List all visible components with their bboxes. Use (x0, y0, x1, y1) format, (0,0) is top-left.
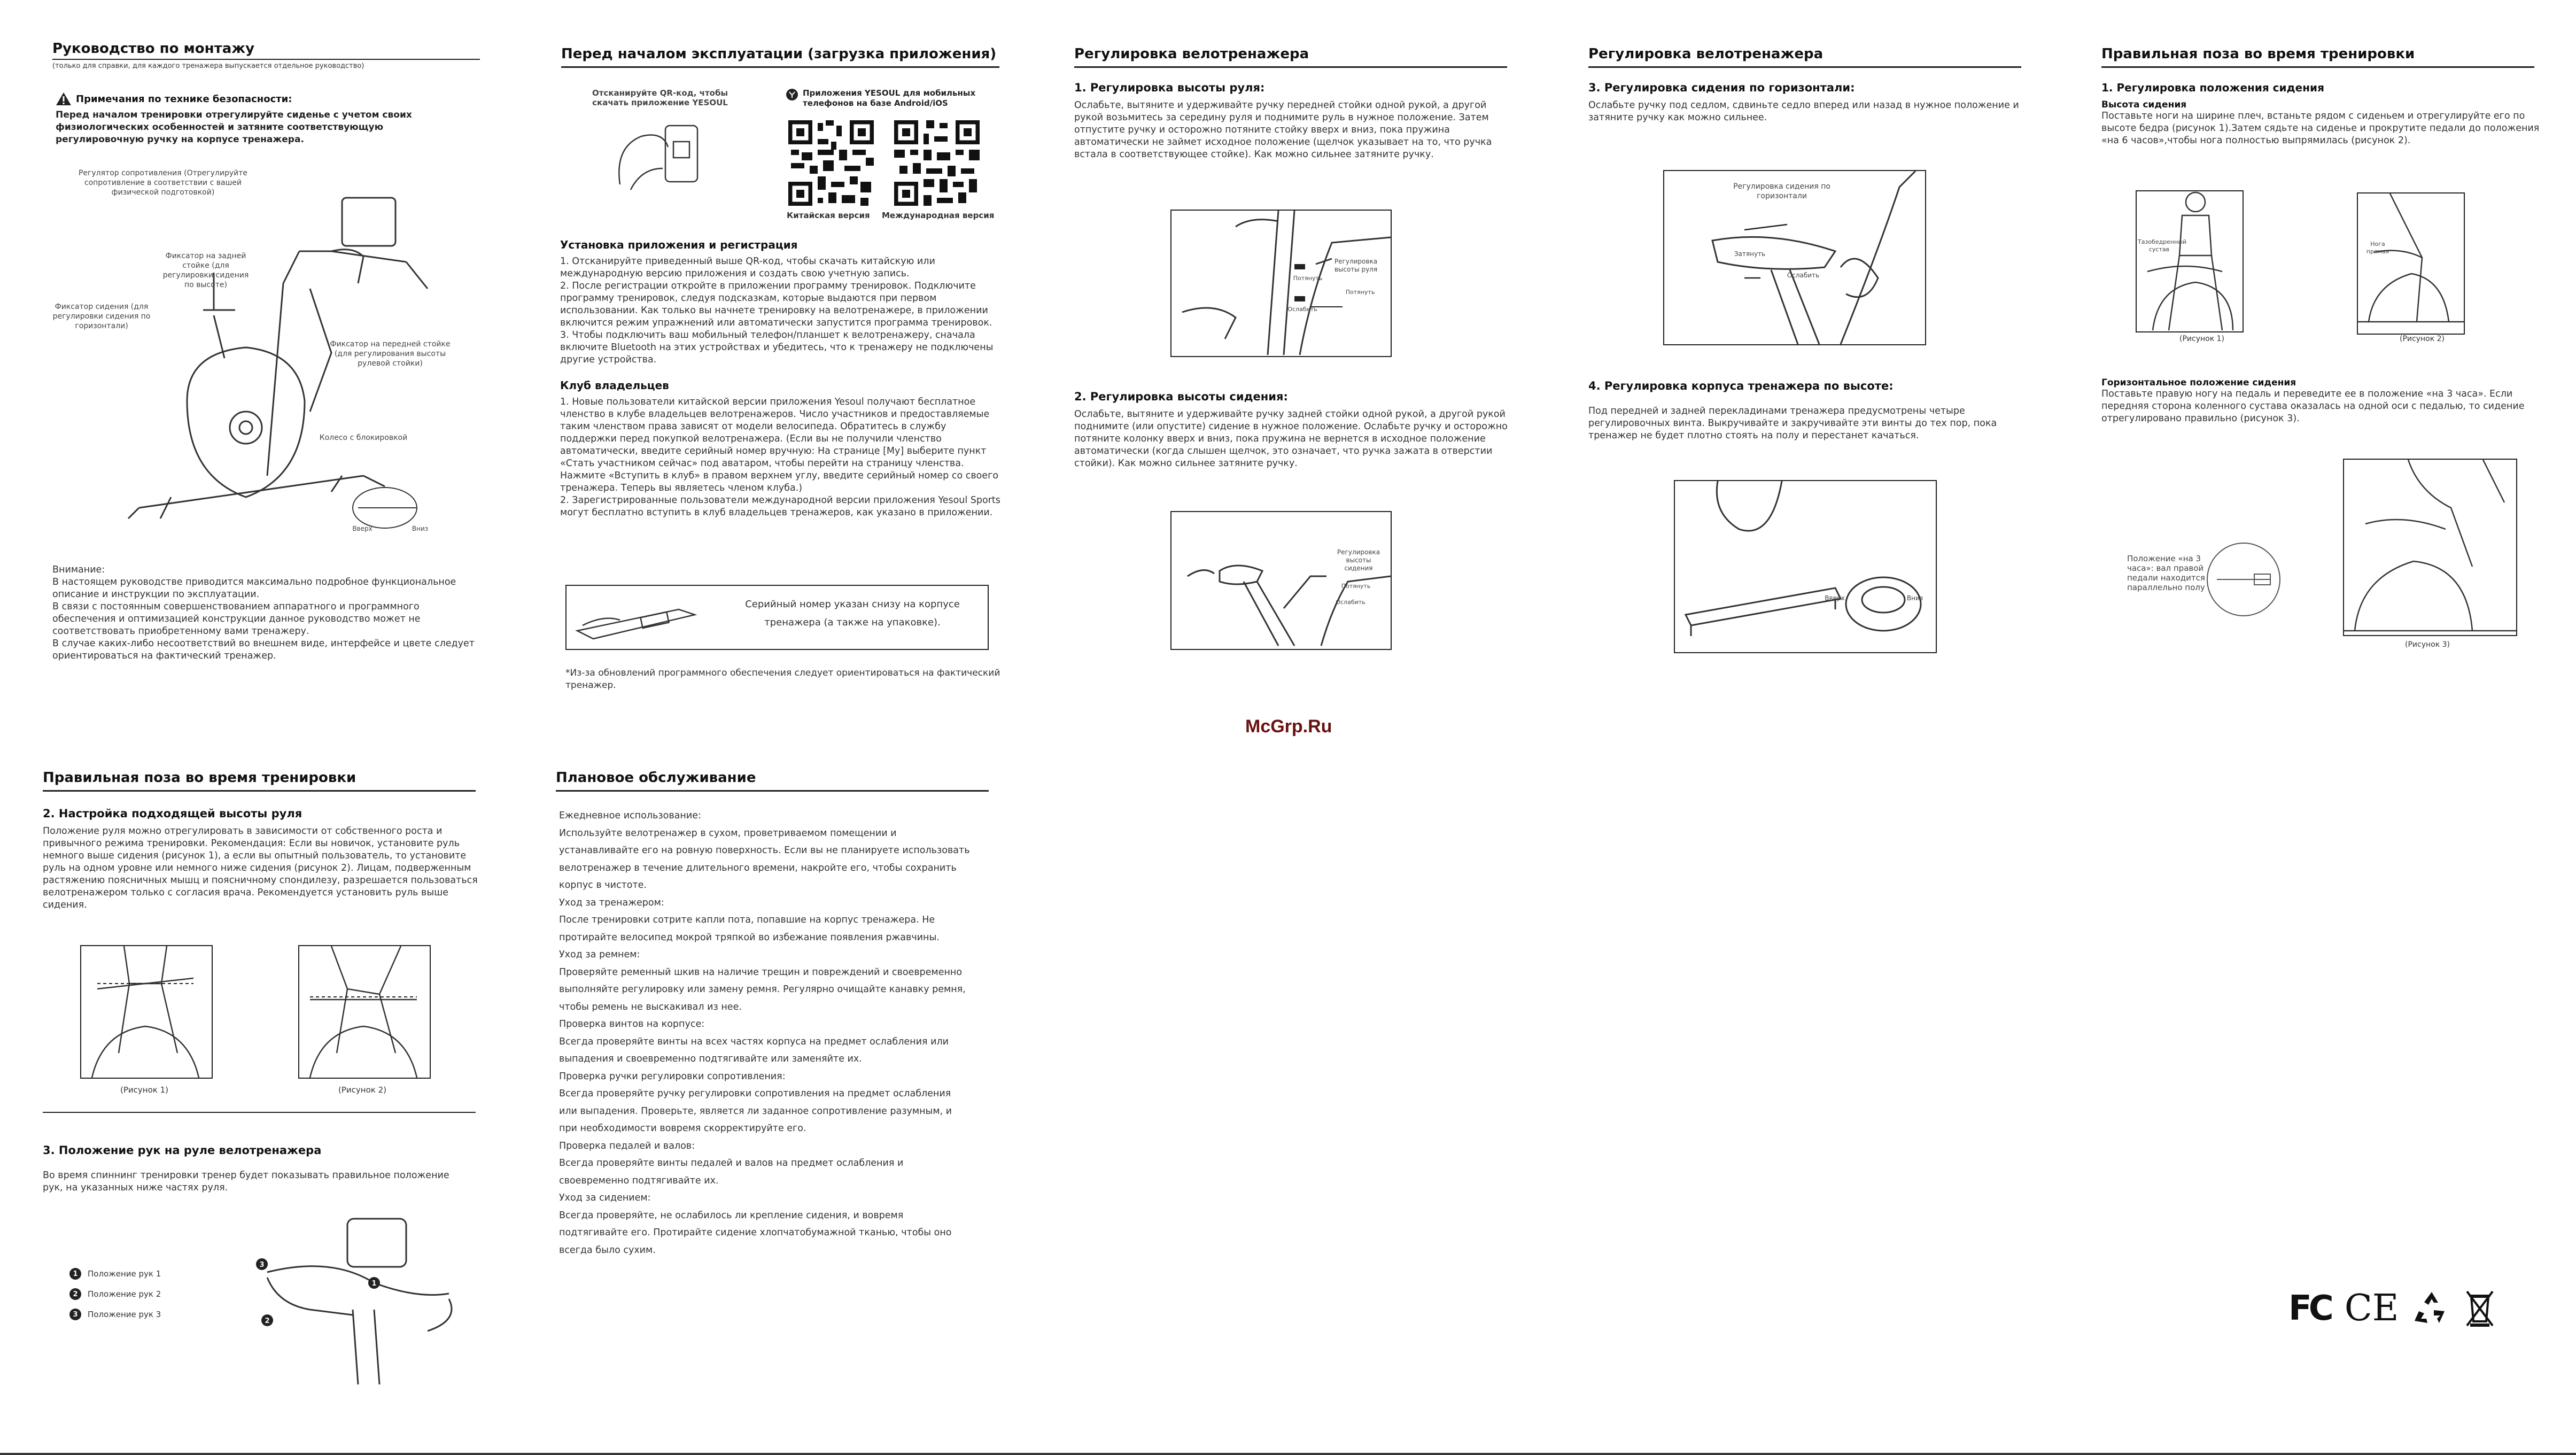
seat-horizontal-section (1588, 81, 2027, 124)
figure-body-height (1674, 480, 1937, 653)
qr-code-china-icon (786, 118, 876, 208)
maint-line: Уход за тренажером: (559, 897, 664, 908)
label-up: Вверх (352, 525, 373, 532)
section-title: Руководство по монтажу (52, 41, 480, 60)
legend-item-2 (69, 1284, 208, 1304)
attention-note (52, 564, 480, 662)
height-title: Высота сидения (2101, 99, 2187, 110)
maint-line: своевременно подтягивайте их. (559, 1175, 719, 1186)
note-line-3: В случае каких-либо несоответствий во внешнем виде, интерфейсе и цвете следует ориентироваться на фактический тренажер. (52, 638, 475, 661)
maint-line: Проверка винтов на корпусе: (559, 1019, 705, 1030)
section-correct-posture-2 (43, 770, 476, 792)
bike-base-serial-illustration (572, 593, 700, 641)
maint-line: Всегда проверяйте винты на всех частях корпуса на предмет ослабления или (559, 1036, 949, 1047)
maint-line: чтобы ремень не выскакивал из нее. (559, 1001, 742, 1012)
note-title: Внимание: (52, 564, 105, 575)
fig3-caption: (Рисунок 3) (2405, 640, 2450, 649)
s2-text: Ослабьте, вытяните и удерживайте ручку задней стойки одной рукой, а другой рукой поднимите (или опустите) сидение в нужное положение. Ослабьте ручку и осторожно потяните колонку вверх и вниз, пока пружина не вернется в исходное положение автоматически (когда слышен щелчок, это означает, что ручка зажата в отверстии стойки). Как можно сильнее затяните ручку. (1074, 409, 1508, 469)
section-title: Перед началом эксплуатации (загрузка приложения) (561, 46, 999, 68)
serial-number-box (565, 585, 989, 650)
f4-label-down: Вниз (1906, 594, 1923, 602)
maint-line: Проверка ручки регулировки сопротивления: (559, 1071, 786, 1082)
software-footnote (565, 667, 1004, 692)
qr-code-international-icon (891, 118, 982, 208)
section-subtitle: (только для справки, для каждого тренажера выпускается отдельное руководство) (52, 62, 364, 70)
certification-marks (2288, 1287, 2495, 1329)
s3-text: Ослабьте ручку под седлом, сдвиньте седло вперед или назад в нужное положение и затяните ручку как можно сильнее. (1588, 100, 2019, 123)
f1-label-pull: Потянуть (1293, 275, 1323, 282)
scan-qr-text: Отсканируйте QR-код, чтобы скачать приложение YESOUL (592, 88, 728, 107)
figure-handlebar-height (1170, 210, 1392, 357)
fcc-mark: FC (2288, 1288, 2331, 1328)
section-app-download (561, 46, 999, 68)
safety-notes (56, 92, 440, 146)
maint-line: Всегда проверяйте ручку регулировки сопротивления на предмет ослабления (559, 1088, 951, 1099)
maint-line: велотренажер в течение длительного времени, накройте его, чтобы сохранить (559, 862, 957, 873)
s1-title: 1. Регулировка положения сидения (2101, 81, 2324, 94)
f1-label-loosen: Ослабить (1287, 306, 1317, 313)
maint-line: Уход за сидением: (559, 1193, 651, 1203)
horizontal-position-section (2101, 377, 2540, 425)
note-line-2: В связи с постоянным совершенствованием аппаратного и программного обеспечения и оптимизацией конструкции данное руководство может не соответствовать приобретенному вами тренажеру. (52, 601, 421, 637)
badge-2: 2 (69, 1288, 81, 1300)
qr-intl-caption: Международная версия (882, 211, 995, 220)
body-height-section (1588, 380, 2027, 442)
f3-label-loosen: Ослабить (1787, 272, 1820, 279)
handlebar-illustration (246, 1213, 470, 1384)
club-line-1: 1. Новые пользователи китайской версии приложения Yesoul получают бесплатное членство в клубе владельцев велотренажеров. Число участников и предоставляемые таким членством права зависят от модели велосипеда. Обратитесь в службу поддержки перед покупкой велотренажера. (Если вы не получили членство автоматически, введите серийный номер вручную: На странице [My] выберите пункт «Стать участником сейчас» под аватаром, чтобы перейти на страницу членства. Нажмите «Вступить в клуб» в правом верхнем углу, введите серийный номер со своего тренажера. Теперь вы являетесь членом клуба.) (560, 397, 999, 493)
s3-title: 3. Регулировка сидения по горизонтали: (1588, 81, 1855, 94)
maint-line: или выпадения. Проверьте, является ли заданное сопротивление разумным, и (559, 1105, 952, 1117)
maint-line: После тренировки сотрите капли пота, попавшие на корпус тренажера. Не (559, 915, 935, 925)
figure-posture-1 (2136, 190, 2244, 332)
s3-title: 3. Положение рук на руле велотренажера (43, 1144, 322, 1157)
f2-label-pull: Потянуть (1341, 583, 1371, 590)
serial-text: Серийный номер указан снизу на корпусе тренажера (а также на упаковке). (745, 599, 960, 628)
figure-handlebar-1 (80, 945, 213, 1079)
bottom-border (0, 1453, 2576, 1455)
app-text: Приложения YESOUL для мобильных телефонов на базе Android/iOS (803, 88, 976, 108)
maint-line: выполняйте регулировку или замену ремня. Регулярно очищайте канавку ремня, (559, 984, 966, 995)
leveling-screw-illustration (1675, 481, 1936, 652)
yesoul-logo-icon (786, 88, 798, 101)
hand-position-section (43, 1144, 481, 1194)
s2-title: 2. Регулировка высоты сидения: (1074, 390, 1288, 403)
s1-title: 1. Регулировка высоты руля: (1074, 81, 1265, 94)
ce-mark: CE (2344, 1287, 2399, 1329)
height-text: Поставьте ноги на ширине плеч, встаньте рядом с сиденьем и отрегулируйте его по высоте бедра (рисунок 1).Затем сядьте на сиденье и прокрутите педали до положения «на 6 часов»,чтобы нога полностью выпрямилась (рисунок 2). (2101, 111, 2540, 146)
seat-height-illustration (1171, 512, 1391, 649)
badge-1: 1 (69, 1268, 81, 1280)
section-title: Правильная поза во время тренировки (43, 770, 476, 792)
handlebar-above-seat-illustration (81, 946, 212, 1078)
label-down: Вниз (412, 525, 429, 532)
footnote-text: *Из-за обновлений программного обеспечения следует ориентироваться на фактический тренажер. (565, 668, 1000, 691)
note-line-1: В настоящем руководстве приводится максимально подробное функциональное описание и инструкции по эксплуатации. (52, 577, 456, 600)
fig2-label: Нога прямая (2366, 241, 2389, 255)
weee-bin-icon (2465, 1289, 2495, 1328)
legend-label-2: Положение рук 2 (88, 1289, 161, 1299)
label-rear-lock: Фиксатор на задней стойке (для регулировки сидения по высоте) (162, 252, 249, 289)
s3-text: Во время спиннинг тренировки тренер будет показывать правильное положение рук, на указанных ниже частях руля. (43, 1170, 449, 1193)
club-title: Клуб владельцев (560, 379, 669, 392)
figure-handlebar-2 (298, 945, 431, 1079)
legend-label-3: Положение рук 3 (88, 1309, 161, 1319)
install-line-1: 1. Отсканируйте приведенный выше QR-код, чтобы скачать китайскую или международную версию приложения и создать свою учетную запись. (560, 256, 935, 279)
handlebar-level-seat-illustration (299, 946, 430, 1078)
fig1-caption: (Рисунок 1) (2179, 335, 2224, 343)
f1-label-adjust: Регулировка высоты руля (1334, 258, 1378, 273)
fig1-label: Тазобедренный сустав (2138, 238, 2187, 253)
section-maintenance (556, 770, 989, 792)
install-title: Установка приложения и регистрация (560, 238, 798, 251)
fig1-caption: (Рисунок 1) (120, 1085, 168, 1095)
maint-line: Ежедневное использование: (559, 810, 701, 821)
install-line-3: 3. Чтобы подключить ваш мобильный телефон/планшет к велотренажеру, сначала включите Bluetooth на этих устройствах и убедитесь, что к тренажеру не подключены другие устройства. (560, 330, 994, 365)
divider (43, 1112, 476, 1113)
horiz-text: Поставьте правую ногу на педаль и переведите ее в положение «на 3 часа». Если передняя сторона коленного сустава оказалась на одной оси с педалью, то сидение отрегулировано правильно (рисунок 3). (2101, 389, 2525, 424)
person-seated-leg-straight-illustration (2358, 194, 2464, 334)
section-title: Регулировка велотренажера (1588, 46, 2021, 68)
figure-seat-height (1170, 511, 1392, 650)
safety-text: Перед началом тренировки отрегулируйте сиденье с учетом своих физиологических особенностей и затяните соответствующую регулировочную ручку на корпусе тренажера. (56, 110, 412, 145)
section-title: Правильная поза во время тренировки (2101, 46, 2534, 68)
legend-item-3 (69, 1304, 208, 1325)
qr-china-caption: Китайская версия (787, 211, 870, 220)
maint-line: всегда было сухим. (559, 1244, 656, 1256)
s2-title: 2. Настройка подходящей высоты руля (43, 807, 302, 820)
seat-position-section (2101, 81, 2540, 147)
label-front-lock: Фиксатор на передней стойке (для регулирования высоты рулевой стойки) (330, 340, 451, 368)
handlebar-mark-2: 2 (265, 1317, 270, 1325)
f2-label-loosen: Ослабить (1336, 599, 1365, 606)
horiz-title: Горизонтальное положение сидения (2101, 377, 2296, 388)
fig2-caption: (Рисунок 2) (338, 1085, 386, 1095)
person-standing-by-seat-illustration (2137, 191, 2243, 331)
figure-seat-horizontal (1663, 170, 1926, 345)
warning-icon (56, 92, 72, 106)
maint-line: Проверка педалей и валов: (559, 1140, 695, 1151)
figure-posture-3 (2343, 459, 2517, 636)
maint-line: подтягивайте его. Протирайте сидение хлопчатобумажной тканью, чтобы оно (559, 1227, 952, 1238)
f4-label-up: Вверх (1825, 594, 1845, 602)
label-flywheel: Колесо с блокировкой (319, 434, 408, 442)
section-bike-adjust-2 (1588, 46, 2021, 68)
label-seat-lock: Фиксатор сидения (для регулировки сидения по горизонтали) (52, 303, 151, 330)
maint-line: протирайте велосипед мокрой тряпкой во избежание появления ржавчины. (559, 932, 940, 943)
seat-height-section (1074, 390, 1512, 470)
maint-line: Всегда проверяйте, не ослабилось ли крепление сидения, и вовремя (559, 1210, 904, 1221)
hand-position-legend (69, 1264, 208, 1325)
maint-line: Используйте велотренажер в сухом, проветриваемом помещении и (559, 827, 897, 839)
fig3-label: Положение «на 3 часа»: вал правой педали находится параллельно полу (2127, 554, 2205, 592)
maint-line: Уход за ремнем: (559, 949, 640, 960)
handlebar-height-section (1074, 81, 1512, 161)
install-line-2: 2. После регистрации откройте в приложении программу тренировок. Подключите программу тренировок, следуя подсказкам, которые выдаются при первом использовании. Как только вы начнете тренировку на велотренажере, в приложении включится режим упражнений или автоматически запустится программа тренировок. (560, 281, 992, 328)
maint-line: Всегда проверяйте винты педалей и валов на предмет ослабления и (559, 1158, 904, 1168)
fig2-caption: (Рисунок 2) (2400, 335, 2445, 343)
app-header (786, 88, 999, 109)
maint-line: Проверяйте ременный шкив на наличие трещин и повреждений и своевременно (559, 966, 963, 978)
handlebar-adjust-illustration (1171, 211, 1391, 356)
f1-label-pull-2: Потянуть (1345, 289, 1375, 296)
handlebar-mark-1: 1 (371, 1280, 377, 1288)
section-bike-adjust-1 (1074, 46, 1507, 68)
recycle-icon (2412, 1290, 2451, 1327)
maintenance-text (559, 807, 997, 1259)
s4-title: 4. Регулировка корпуса тренажера по высоте: (1588, 380, 1894, 392)
phone-scan-illustration (609, 115, 716, 195)
figure-posture-2 (2357, 192, 2465, 335)
install-section (560, 238, 1004, 519)
maint-line: устанавливайте его на ровную поверхность. Если вы не планируете использовать (559, 845, 970, 856)
s1-text: Ослабьте, вытяните и удерживайте ручку передней стойки одной рукой, а другой рукой возьмитесь за середину руля и поднимите руль в нужное положение. Затем отпустите ручку и осторожно потяните стойку вверх и вниз, пока пружина автоматически не займет исходное положение (щелчок указывает на то, что ручка встала в соответствующее стойке). Как можно сильнее затяните ручку. (1074, 100, 1492, 160)
f2-label-adjust: Регулировка высоты сидения (1337, 548, 1380, 572)
section-assembly-guide (52, 41, 480, 71)
section-title: Регулировка велотренажера (1074, 46, 1507, 68)
maint-line: выпадения и своевременно подтягивайте или заменяйте их. (559, 1054, 862, 1064)
handlebar-mark-3: 3 (259, 1261, 265, 1269)
f3-label-adjust: Регулировка сидения по горизонтали (1733, 182, 1830, 200)
section-title: Плановое обслуживание (556, 770, 989, 792)
s4-text: Под передней и задней перекладинами тренажера предусмотрены четыре регулировочных винта. Выкручивайте и закручивайте эти винты до тех пор, пока тренажер не будет плотно стоять на полу и перестанет качаться. (1588, 406, 1997, 441)
section-correct-posture-1 (2101, 46, 2534, 68)
watermark: McGrp.Ru (1245, 716, 1332, 737)
maint-line: корпус в чистоте. (559, 880, 647, 891)
badge-3: 3 (69, 1309, 81, 1320)
pedal-three-oclock-illustration (2344, 460, 2516, 635)
handlebar-height-posture-section (43, 807, 481, 911)
s2-text: Положение руля можно отрегулировать в зависимости от собственного роста и привычного режима тренировки. Рекомендация: Если вы новичок, установите руль немного выше сидения (рисунок 1), а если вы опытный пользователь, то установите руль на одном уровне или немного ниже сидения (рисунок 2). Лицам, подверженным растяжению поясничных мышц и поясничному спондилезу, разрешается пользоваться велотренажером только с согласия врача. Рекомендуется установить руль выше сидения. (43, 826, 478, 910)
maint-line: при необходимости вовремя скорректируйте его. (559, 1123, 806, 1134)
legend-item-1 (69, 1264, 208, 1284)
f3-label-tighten: Затянуть (1734, 250, 1766, 258)
club-line-2: 2. Зарегистрированные пользователи международной версии приложения Yesoul Sports могут бесплатно вступить в клуб владельцев тренажеров, как указано в приложении. (560, 495, 1000, 518)
legend-label-1: Положение рук 1 (88, 1268, 161, 1279)
safety-title: Примечания по технике безопасности: (76, 93, 292, 105)
label-resistance: Регулятор сопротивления (Отрегулируйте сопротивление в соответствии с вашей физической подготовкой) (78, 169, 248, 197)
